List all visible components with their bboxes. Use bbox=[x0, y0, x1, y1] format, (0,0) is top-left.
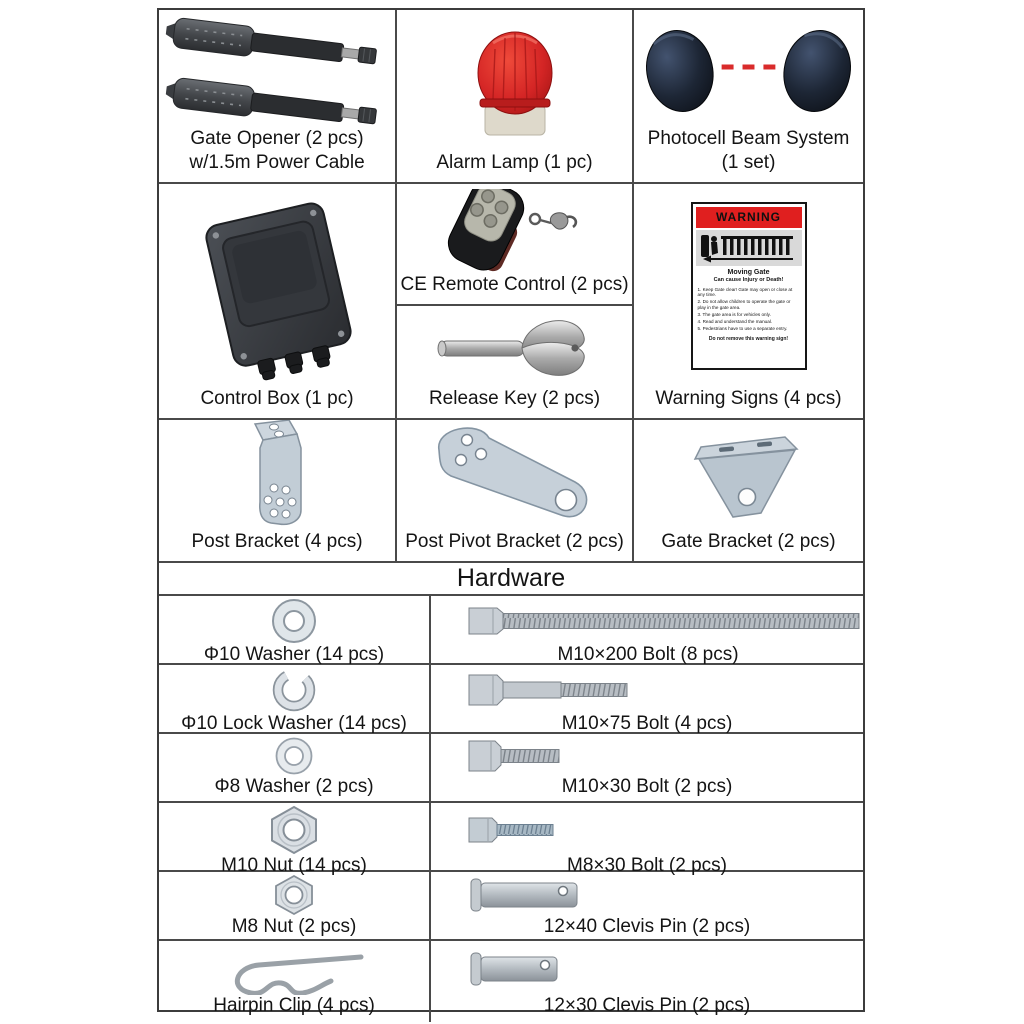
post-pivot-bracket-label: Post Pivot Bracket (2 pcs) bbox=[405, 531, 624, 552]
cell-clevis30 bbox=[431, 941, 863, 1022]
clevis-pin-12x30-icon bbox=[467, 949, 565, 989]
bolt75-label: M10×75 Bolt (4 pcs) bbox=[561, 713, 733, 734]
nut10-image-wrap bbox=[161, 805, 427, 855]
warning-sign-subtitle: Can cause Injury or Death! bbox=[713, 276, 784, 283]
row-brackets bbox=[159, 420, 863, 563]
cell-hairpin bbox=[159, 941, 431, 1022]
hardware-row bbox=[159, 665, 863, 734]
warning-rule: 2. Do not allow children to operate the gate or play in the gate area. bbox=[697, 299, 791, 310]
photocell-label-line1: Photocell Beam System bbox=[647, 128, 850, 149]
warning-sign-footer: Do not remove this warning sign! bbox=[708, 336, 789, 343]
cell-post-pivot-bracket bbox=[397, 420, 634, 563]
bolt200-label: M10×200 Bolt (8 pcs) bbox=[557, 644, 739, 665]
post-pivot-bracket-icon bbox=[409, 420, 621, 530]
remote-control-label: CE Remote Control (2 pcs) bbox=[400, 274, 629, 295]
warning-rule: 4. Read and understand the manual. bbox=[697, 318, 773, 324]
gate-opener-icon bbox=[164, 10, 390, 127]
warning-sign-header: WARNING bbox=[716, 210, 781, 224]
cell-gate-opener bbox=[159, 10, 397, 184]
alarm-lamp-label: Alarm Lamp (1 pc) bbox=[436, 152, 593, 173]
hairpin-label: Hairpin Clip (4 pcs) bbox=[213, 995, 375, 1016]
lockwasher10-image-wrap bbox=[161, 667, 427, 713]
gate-bracket-label: Gate Bracket (2 pcs) bbox=[661, 531, 836, 552]
cell-washer8 bbox=[159, 734, 431, 803]
bolt-m10x75-icon bbox=[467, 670, 633, 710]
nut-m10-icon bbox=[267, 805, 321, 855]
middle-split-column bbox=[397, 184, 634, 420]
warning-sign-pictogram bbox=[696, 230, 802, 266]
lockwasher10-label: Φ10 Lock Washer (14 pcs) bbox=[181, 713, 407, 734]
bolt200-image-wrap bbox=[433, 598, 863, 644]
warning-rule: 5. Pedestrians have to use a separate entry. bbox=[697, 326, 788, 332]
cell-warning-signs bbox=[634, 184, 863, 420]
washer8-image-wrap bbox=[161, 736, 427, 776]
post-bracket-label: Post Bracket (4 pcs) bbox=[191, 531, 363, 552]
cell-bolt75 bbox=[431, 665, 863, 740]
warning-sign-rules bbox=[693, 284, 805, 334]
gate-bracket-image-wrap bbox=[638, 424, 859, 530]
release-key-label: Release Key (2 pcs) bbox=[428, 388, 601, 409]
lock-washer-10-icon bbox=[270, 667, 318, 713]
bolt8x30-image-wrap bbox=[433, 805, 861, 855]
row-top bbox=[159, 10, 863, 184]
warning-rule: 3. The gate area is for vehicles only. bbox=[697, 311, 771, 317]
post-pivot-bracket-image-wrap bbox=[401, 420, 628, 530]
bolt75-image-wrap bbox=[433, 667, 861, 713]
release-key-icon bbox=[432, 309, 598, 387]
hardware-header bbox=[159, 563, 863, 596]
nut-m8-icon bbox=[271, 874, 317, 916]
row-middle bbox=[159, 184, 863, 420]
hairpin-clip-icon bbox=[219, 943, 369, 995]
hardware-row bbox=[159, 872, 863, 941]
photocell-beam-icon bbox=[638, 17, 859, 125]
bolt8x30-label: M8×30 Bolt (2 pcs) bbox=[567, 855, 727, 876]
cell-release-key bbox=[397, 306, 632, 418]
cell-nut8 bbox=[159, 872, 431, 943]
washer-8-icon bbox=[273, 736, 315, 776]
warning-rule: 1. Keep Gate clear! Gate may open or close at any time. bbox=[697, 286, 793, 298]
warning-sign-image-wrap bbox=[638, 188, 859, 387]
cell-bolt8x30 bbox=[431, 803, 863, 882]
washer-10-icon bbox=[269, 598, 319, 644]
kit-contents-sheet bbox=[157, 8, 865, 1016]
cell-control-box bbox=[159, 184, 397, 420]
washer10-image-wrap bbox=[161, 598, 427, 644]
nut10-label: M10 Nut (14 pcs) bbox=[221, 855, 367, 876]
control-box-image-wrap bbox=[163, 188, 391, 387]
warning-sign-replica bbox=[691, 202, 807, 370]
cell-post-bracket bbox=[159, 420, 397, 563]
cell-photocell bbox=[634, 10, 863, 184]
bolt30-image-wrap bbox=[433, 736, 861, 776]
gate-opener-label-line1: Gate Opener (2 pcs) bbox=[190, 128, 364, 149]
nut8-label: M8 Nut (2 pcs) bbox=[231, 916, 357, 937]
alarm-lamp-image-wrap bbox=[401, 14, 628, 151]
hardware-row bbox=[159, 596, 863, 665]
cell-clevis40 bbox=[431, 872, 863, 943]
cell-gate-bracket bbox=[634, 420, 863, 563]
moving-gate-pictogram-icon bbox=[699, 233, 799, 263]
hardware-row bbox=[159, 734, 863, 803]
hardware-row bbox=[159, 941, 863, 1016]
control-box-label: Control Box (1 pc) bbox=[200, 388, 354, 409]
cell-washer10 bbox=[159, 596, 431, 671]
release-key-image-wrap bbox=[401, 309, 628, 387]
hardware-row bbox=[159, 803, 863, 876]
warning-sign-band bbox=[696, 207, 802, 228]
photocell-image-wrap bbox=[638, 14, 859, 127]
gate-opener-label-line2: w/1.5m Power Cable bbox=[189, 152, 365, 173]
remote-image-wrap bbox=[401, 188, 628, 273]
hardware-title: Hardware bbox=[456, 564, 566, 592]
washer8-label: Φ8 Washer (2 pcs) bbox=[214, 776, 374, 797]
clevis40-label: 12×40 Clevis Pin (2 pcs) bbox=[543, 916, 751, 937]
bolt30-label: M10×30 Bolt (2 pcs) bbox=[561, 776, 733, 797]
cell-lockwasher10 bbox=[159, 665, 431, 740]
cell-bolt30 bbox=[431, 734, 863, 803]
clevis30-label: 12×30 Clevis Pin (2 pcs) bbox=[543, 995, 751, 1016]
bolt-m10x30-icon bbox=[467, 736, 567, 776]
cell-bolt200 bbox=[431, 596, 865, 671]
nut8-image-wrap bbox=[161, 874, 427, 916]
post-bracket-image-wrap bbox=[163, 420, 391, 530]
warning-sign-title: Moving Gate bbox=[727, 268, 770, 276]
cell-nut10 bbox=[159, 803, 431, 882]
post-bracket-icon bbox=[217, 420, 337, 530]
bolt-m10x200-icon bbox=[467, 603, 863, 639]
control-box-icon bbox=[179, 195, 375, 381]
gate-bracket-icon bbox=[685, 425, 813, 529]
bolt-m8x30-icon bbox=[467, 812, 563, 848]
clevis30-image-wrap bbox=[433, 943, 861, 995]
warning-signs-label: Warning Signs (4 pcs) bbox=[655, 388, 842, 409]
photocell-label-line2: (1 set) bbox=[721, 152, 776, 173]
hairpin-image-wrap bbox=[161, 943, 427, 995]
cell-alarm-lamp bbox=[397, 10, 634, 184]
gate-opener-image-wrap bbox=[163, 10, 391, 127]
alarm-lamp-icon bbox=[460, 25, 570, 141]
cell-remote-control bbox=[397, 184, 632, 306]
clevis-pin-12x40-icon bbox=[467, 875, 587, 915]
washer10-label: Φ10 Washer (14 pcs) bbox=[203, 644, 385, 665]
remote-control-icon bbox=[431, 189, 599, 273]
clevis40-image-wrap bbox=[433, 874, 861, 916]
